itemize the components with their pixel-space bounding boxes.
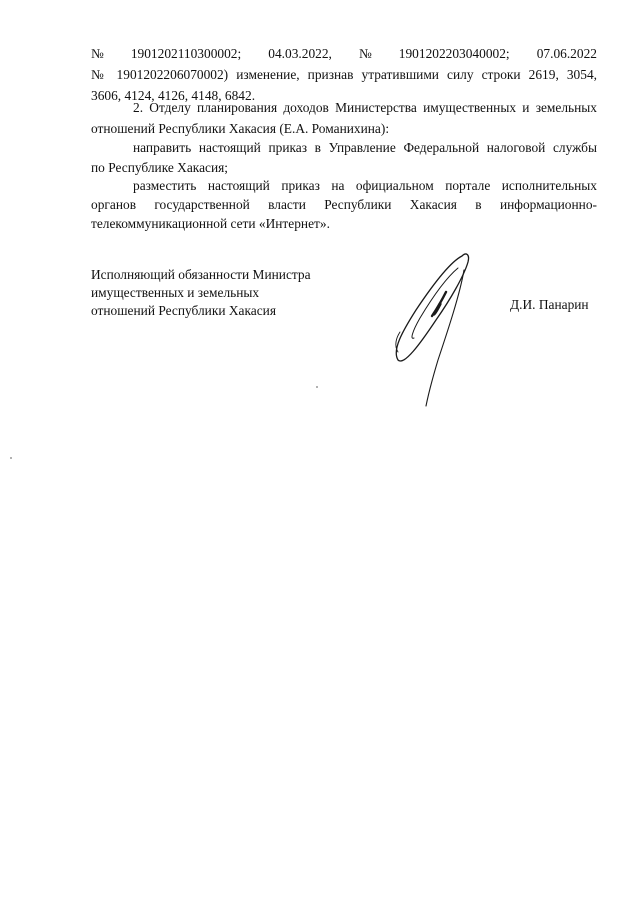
scan-speck (10, 457, 12, 459)
paragraph-3-line-2: по Республике Хакасия; (91, 160, 229, 175)
number-sign: № (91, 46, 104, 61)
scan-speck (316, 386, 318, 388)
order-number: 1901202110300002; (130, 46, 242, 61)
signatory-position-line-1: Исполняющий обязанности Министра (91, 267, 311, 282)
signatory-name: Д.И. Панарин (510, 297, 589, 312)
order-number: 1901202203040002; (398, 46, 510, 61)
paragraph-3-line-1: направить настоящий приказ в Управление Федеральной налоговой службы (133, 140, 597, 155)
paragraph-1-line-2: № 1901202206070002) изменение, признав утратившими силу строки 2619, 3054, (91, 67, 597, 82)
order-date: 07.06.2022 (536, 46, 597, 61)
number-sign: № (358, 46, 372, 61)
paragraph-2-line-1: 2. Отделу планирования доходов Министерства имущественных и земельных (133, 100, 597, 115)
paragraph-1-line-1 (91, 46, 597, 62)
paragraph-4-line-1: разместить настоящий приказ на официальном портале исполнительных (133, 178, 597, 193)
order-date: 04.03.2022, (268, 46, 332, 61)
paragraph-4-line-2: органов государственной власти Республики Хакасия в информационно- (91, 197, 597, 212)
handwritten-signature (380, 248, 490, 410)
signatory-position-line-2: имущественных и земельных (91, 285, 260, 300)
paragraph-1-line-3: 3606, 4124, 4126, 4148, 6842. (91, 88, 256, 103)
signatory-position-line-3: отношений Республики Хакасия (91, 303, 276, 318)
paragraph-2-line-2: отношений Республики Хакасия (Е.А. Романихина): (91, 121, 390, 136)
paragraph-4-line-3: телекоммуникационной сети «Интернет». (91, 216, 330, 231)
